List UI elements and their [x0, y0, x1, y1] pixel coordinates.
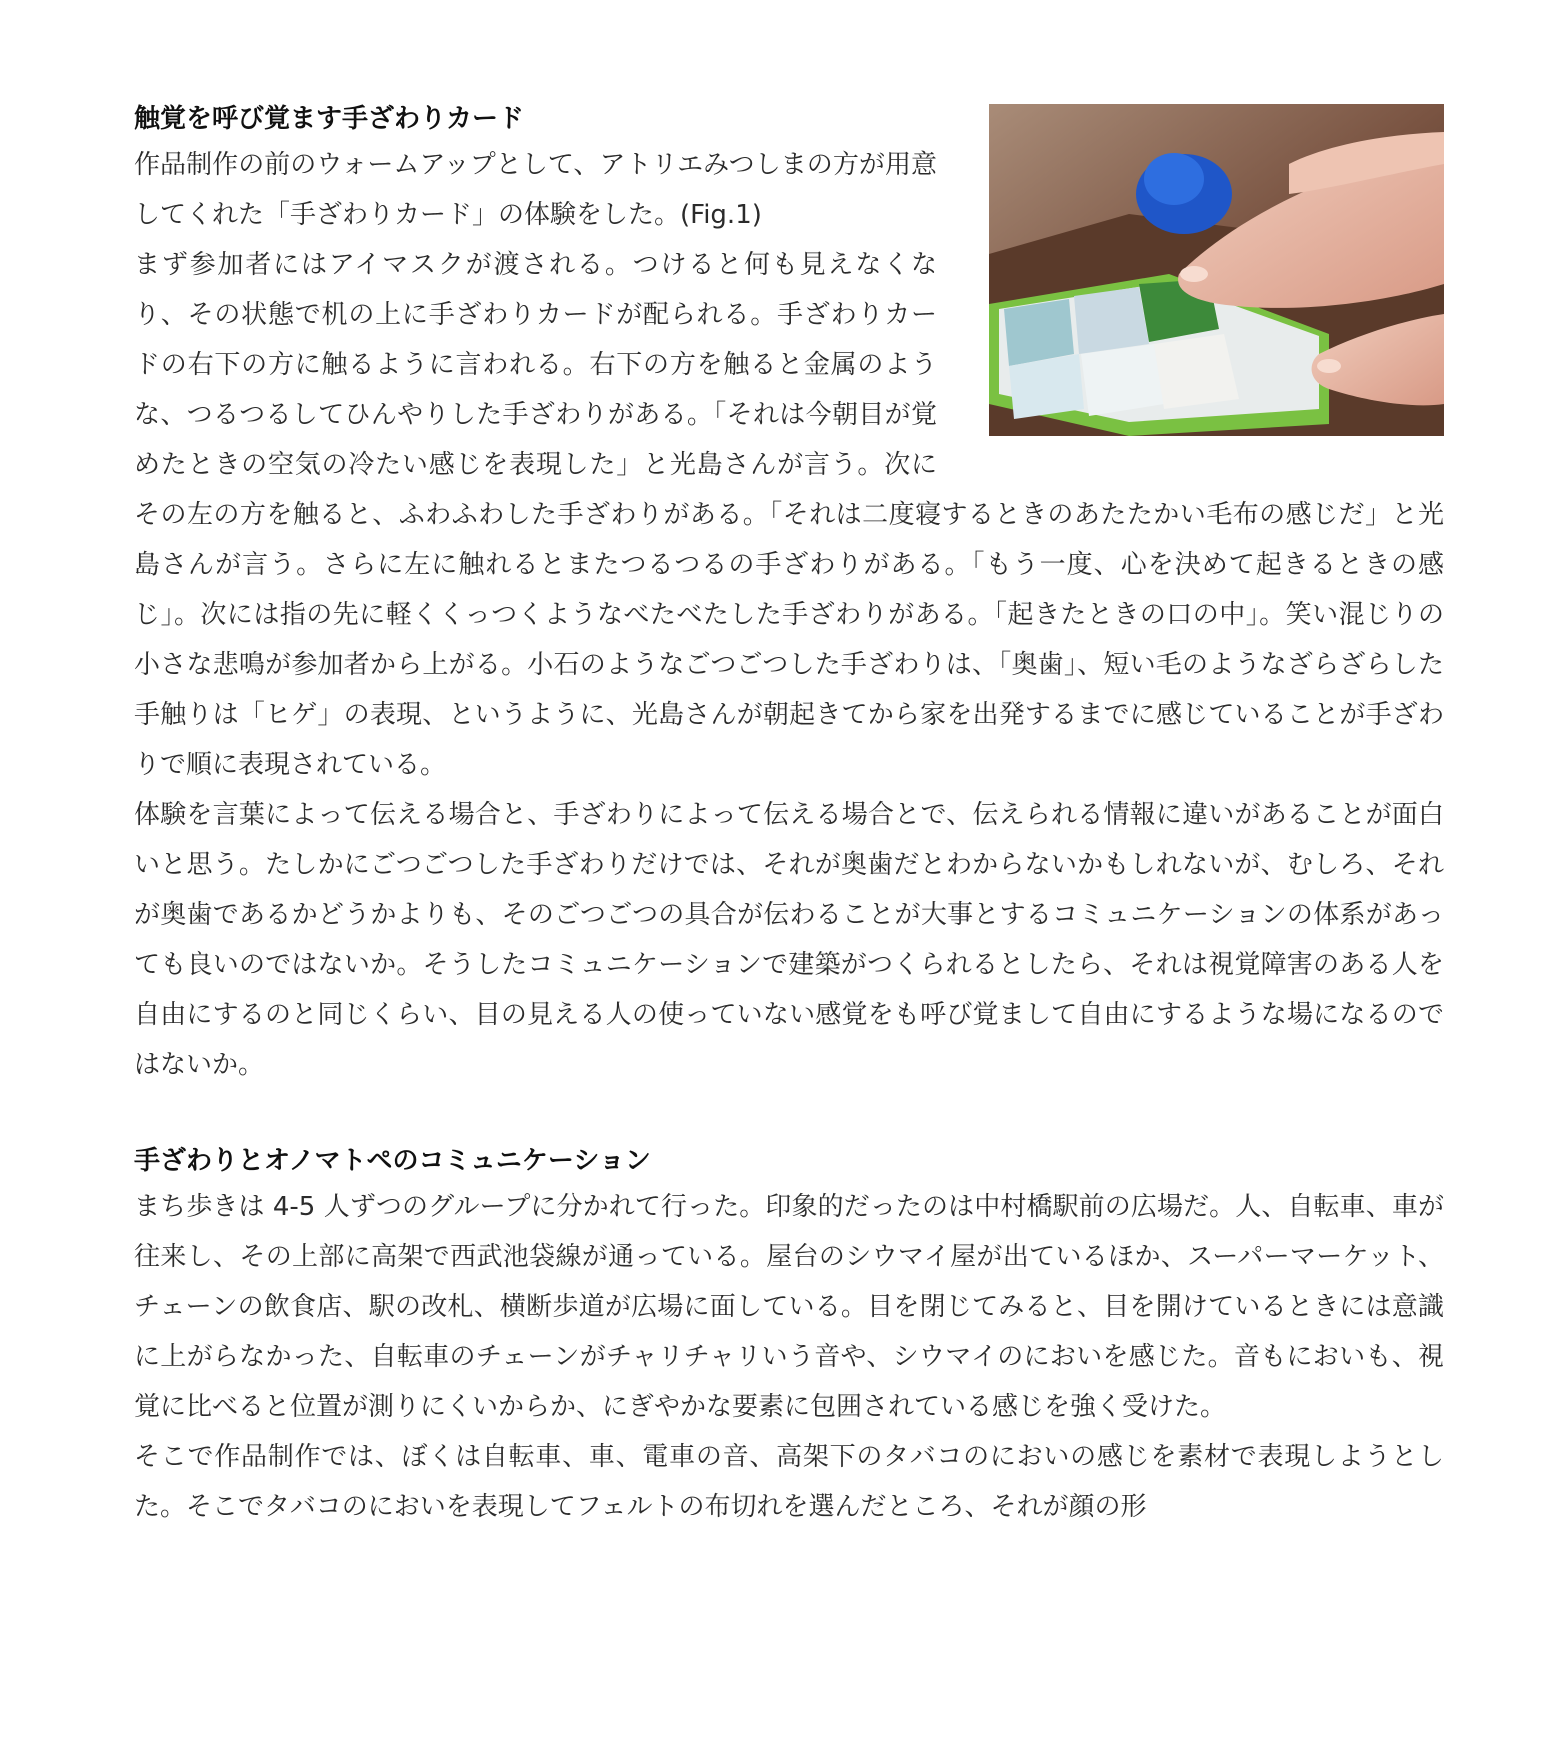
section-heading: 触覚を呼び覚ます手ざわりカード — [134, 104, 525, 134]
section-spacer — [134, 1090, 1444, 1140]
section-heading: 手ざわりとオノマトペのコミュニケーション — [134, 1146, 651, 1176]
article — [134, 98, 1444, 1532]
tactile-card-photo — [989, 104, 1444, 436]
paragraph: 作品制作の前のウォームアップとして、アトリエみつしまの方が用意してくれた「手ざわりカード」の体験をした。(Fig.1) — [134, 150, 937, 230]
paragraph: まち歩きは 4-5 人ずつのグループに分かれて行った。印象的だったのは中村橋駅前の広場だ。人、自転車、車が往来し、その上部に高架で西武池袋線が通っている。屋台のシウマイ屋が出ているほか、スーパーマーケット、チェーンの飲食店、駅の改札、横断歩道が広場に面している。目を閉じてみると、目を開けているときには意識に上がらなかった、自転車のチェーンがチャリチャリいう音や、シウマイのにおいを感じた。音もにおいも、視覚に比べると位置が測りにくいからか、にぎやかな要素に包囲されている感じを強く受けた。 — [134, 1192, 1444, 1422]
paragraph: 体験を言葉によって伝える場合と、手ざわりによって伝える場合とで、伝えられる情報に違いがあることが面白いと思う。たしかにごつごつした手ざわりだけでは、それが奥歯だとわからないかもしれないが、むしろ、それが奥歯であるかどうかよりも、そのごつごつの具合が伝わることが大事とするコミュニケーションの体系があっても良いのではないか。そうしたコミュニケーションで建築がつくられるとしたら、それは視覚障害のある人を自由にするのと同じくらい、目の見える人の使っていない感覚をも呼び覚まして自由にするような場になるのではないか。 — [134, 800, 1444, 1080]
tactile-card-photo-image — [989, 104, 1444, 436]
paragraph: そこで作品制作では、ぼくは自転車、車、電車の音、高架下のタバコのにおいの感じを素材で表現しようとした。そこでタバコのにおいを表現してフェルトの布切れを選んだところ、それが顔の形 — [134, 1442, 1444, 1522]
paragraph: まず参加者にはアイマスクが渡される。つけると何も見えなくなり、その状態で机の上に手ざわりカードが配られる。手ざわりカードの右下の方に触るように言われる。右下の方を触ると金属のような、つるつるしてひんやりした手ざわりがある。「それは今朝目が覚めたときの空気の冷たい感じを表現した」と光島さんが言う。次にその左の方を触ると、ふわふわした手ざわりがある。「それは二度寝するときのあたたかい毛布の感じだ」と光島さんが言う。さらに左に触れるとまたつるつるの手ざわりがある。「もう一度、心を決めて起きるときの感じ」。次には指の先に軽くくっつくようなべたべたした手ざわりがある。「起きたときの口の中」。笑い混じりの小さな悲鳴が参加者から上がる。小石のようなごつごつした手ざわりは、「奥歯」、短い毛のようなざらざらした手触りは「ヒゲ」の表現、というように、光島さんが朝起きてから家を出発するまでに感じていることが手ざわりで順に表現されている。 — [134, 250, 1444, 780]
